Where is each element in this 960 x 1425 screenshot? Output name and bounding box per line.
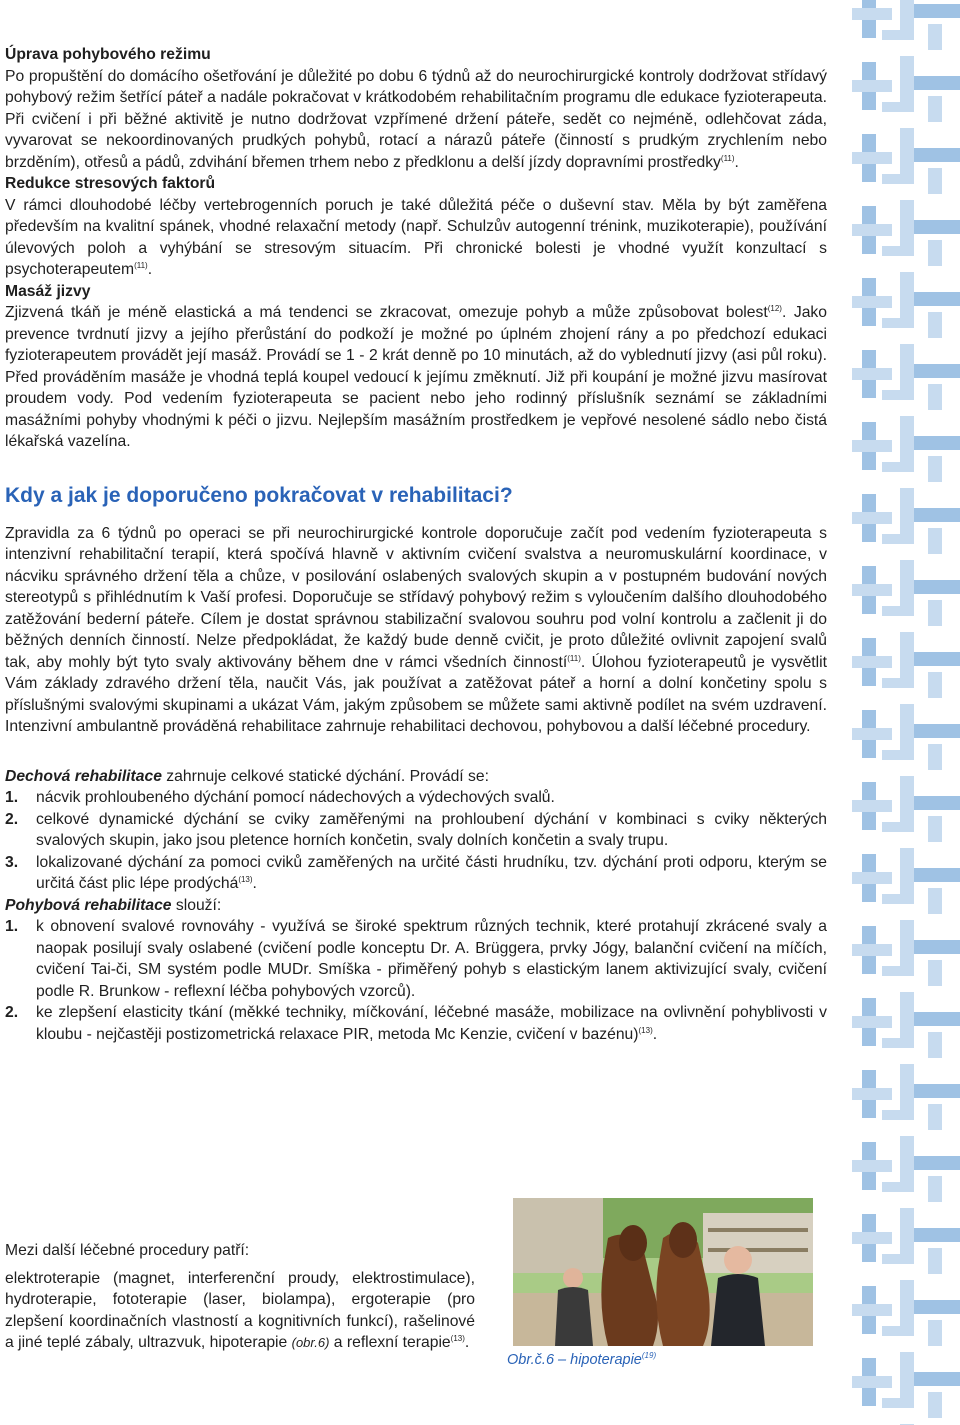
deco-block (882, 174, 906, 184)
citation: (11) (567, 653, 581, 663)
deco-block (928, 456, 942, 482)
deco-block (928, 1320, 942, 1346)
deco-block (914, 1012, 960, 1026)
list-text: ke zlepšení elasticity tkání (měkké techniky, míčkování, léčebné masáže, mobilizace na ovlivnění pohyblivosti v kloubu - nejčastěji postizometrická relaxace PIR, metoda Mc Kenzie, cvičení v bazénu) (36, 1004, 827, 1043)
list-number: 3. (5, 853, 19, 871)
figure-reference: (obr.6) (291, 1335, 330, 1350)
list-item (5, 809, 827, 852)
deco-block (928, 744, 942, 770)
other-body: elektroterapie (magnet, interferenční proudy, elektrostimulace), hydroterapie, fototerapie (laser, biolampa), ergoterapie (pro zlepšení koordinačních vlastností a kognitivních funkcí), rašelinové a jiné teplé zábaly, ultrazvuk, hipoterapie (5, 1269, 475, 1351)
deco-block (914, 436, 960, 450)
citation: (11) (134, 261, 148, 270)
deco-block (852, 872, 892, 884)
figure-caption (507, 1352, 656, 1368)
citation: (13) (450, 1334, 465, 1343)
deco-block (928, 384, 942, 410)
deco-block (852, 368, 892, 380)
list-text: nácvik prohloubeného dýchání pomocí nádechových a výdechových svalů. (36, 789, 555, 806)
deco-block (882, 606, 906, 616)
rehab-body-b: . Úlohou fyzioterapeutů je vysvětlit Vám základy zdravého držení těla, naučit Vás, jak používat a zatěžovat páteř a horní a dolní končetiny spolu s příslušnými svalovými skupinami a ukázat Vám, jakým způsobem se můžete sami aktivně podílet na svém uzdravení. Intenzivní ambulantně prováděná rehabilitace zahrnuje rehabilitaci dechovou, pohybovou a další léčebné procedury. (5, 653, 827, 735)
list-number: 1. (5, 918, 19, 935)
decorative-cross-pattern (852, 0, 960, 1425)
deco-block (852, 1016, 892, 1028)
section-title-stress: Redukce stresových faktorů (5, 175, 216, 192)
deco-block (882, 1038, 906, 1048)
rehab-text (5, 523, 827, 738)
stress-text (5, 195, 827, 281)
deco-block (928, 600, 942, 626)
deco-block (928, 168, 942, 194)
deco-block (882, 462, 906, 472)
deco-block (914, 364, 960, 378)
citation: (13) (238, 875, 253, 884)
deco-block (914, 508, 960, 522)
movement-regime-text (5, 66, 827, 174)
deco-block (882, 318, 906, 328)
citation: (12) (767, 304, 782, 313)
deco-block (882, 822, 906, 832)
deco-block (852, 296, 892, 308)
rehab-body-a: Zpravidla za 6 týdnů po operaci se při neurochirurgické kontrole doporučuje začít pod vedením fyzioterapeuta s intenzivní rehabilitační terapií, která spočívá hlavně v aktivním cvičení svalstva a neuromuskulární koordinace, v nácviku správného držení těla a chůze, v posilování oslabených svalových skupin a v postupném budování nových stereotypů s přihlédnutím k Vaší profesi. Doporučuje se střídavý pohybový režim s vyloučením dalšího dlouhodobého zatěžování bederní páteře. Cílem je dostat správnou stabilizační svalovou souhru pod volní kontrolu a začlenit ji do běžných denních činností. Nelze předpokládat, že každý bude denně cvičit, je proto důležité ovlivnit zapojení svalů tak, aby mohly být tyto svaly aktivovány během dne v rámci všedních činností (5, 524, 827, 671)
list-item (5, 916, 827, 1002)
other-body-b: a reflexní terapie (329, 1334, 451, 1351)
section-title-scar-massage: Masáž jizvy (5, 282, 91, 300)
scar-massage-text (5, 302, 827, 453)
deco-block (852, 8, 892, 20)
list-item (5, 787, 827, 809)
other-procedures (5, 1240, 475, 1354)
deco-block (882, 390, 906, 400)
deco-block (852, 584, 892, 596)
main-heading: Kdy a jak je doporučeno pokračovat v rehabilitaci? (5, 483, 513, 507)
movement-regime-body: Po propuštění do domácího ošetřování je důležité po dobu 6 týdnů až do neurochirurgické kontroly dodržovat střídavý pohybový režim šetřící páteř a nadále pokračovat v krátkodobém rehabilitačním programu dle edukace fyzioterapeuta. Při cvičení i při běžné aktivitě je nutno dodržovat vzpřímené držení páteře, sedět co nejméně, odlehčovat záda, vyvarovat se nekoordinovaných prudkých pohybů, rotací a nárazů páteře (činností s prudkým zrychlením nebo brzděním), otřesů a pádů, zdvihání břemen trhem nebo z předklonu a delší jízdy dopravními prostředky (5, 67, 827, 171)
deco-block (882, 102, 906, 112)
list-text: k obnovení svalové rovnováhy - využívá se široké spektrum různých technik, které protahují zkrácené svaly a naopak posilují svaly oslabené (cvičení podle konceptu Dr. A. Brüggera, prvky Jógy, balanční cvičení na míčích, cvičení Tai-či, SM systém podle MUDr. Smíška - přiměřený pohyb s elastickým lanem aktivizující svaly, cvičení podle R. Brunkow - reflexní léčba pohybových vzorců). (36, 918, 827, 1000)
breathing-intro-text: zahrnuje celkové statické dýchání. Provádí se: (161, 767, 489, 785)
deco-block (852, 1232, 892, 1244)
list-item (5, 852, 827, 895)
breathing-list (5, 787, 827, 895)
deco-block (914, 76, 960, 90)
deco-block (914, 796, 960, 810)
deco-block (882, 750, 906, 760)
deco-block (852, 800, 892, 812)
deco-block (852, 80, 892, 92)
deco-block (882, 246, 906, 256)
deco-block (928, 1392, 942, 1418)
deco-block (914, 292, 960, 306)
deco-block (852, 1088, 892, 1100)
citation: (11) (720, 153, 735, 163)
deco-block (928, 960, 942, 986)
list-text: celkové dynamické dýchání se cviky zaměřenými na prohloubení dýchání v kombinaci s cviky některých svalových skupin, jako jsou pletence horních končetin, svaly dolních končetin a svaly trupu. (36, 810, 827, 849)
movement-intro-text: slouží: (171, 896, 222, 914)
deco-block (914, 148, 960, 162)
list-item (5, 1002, 827, 1045)
deco-block (852, 944, 892, 956)
deco-block (928, 96, 942, 122)
caption-text: Obr.č.6 – hipoterapie (507, 1352, 642, 1368)
deco-block (852, 440, 892, 452)
deco-block (928, 1104, 942, 1130)
punct: . (147, 261, 153, 278)
movement-label: Pohybová rehabilitace (5, 896, 172, 914)
deco-block (928, 816, 942, 842)
deco-block (928, 24, 942, 50)
deco-block (852, 152, 892, 164)
list-number: 2. (5, 810, 19, 828)
deco-block (914, 868, 960, 882)
deco-block (928, 888, 942, 914)
punct: . (464, 1334, 470, 1351)
deco-block (914, 1156, 960, 1170)
other-intro: Mezi další léčebné procedury patří: (5, 1242, 250, 1259)
punct: . (652, 1025, 658, 1043)
punct: . (734, 153, 739, 171)
deco-block (928, 528, 942, 554)
deco-block (882, 894, 906, 904)
deco-block (914, 220, 960, 234)
breathing-intro (5, 766, 827, 788)
deco-block (914, 580, 960, 594)
deco-block (882, 1182, 906, 1192)
deco-block (914, 1300, 960, 1314)
breathing-label: Dechová rehabilitace (5, 767, 162, 785)
deco-block (882, 678, 906, 688)
stress-body: V rámci dlouhodobé léčby vertebrogenních poruch je také důležitá péče o duševní stav. Měla by být zaměřena především na kvalitní spánek, vhodné relaxační metody (např. Schulzův autogenní trénink, muzikoterapie), používání úlevových poloh a vyhýbání se stresovým situacím. Při chronické bolesti je vhodné využít konzultací s psychoterapeutem (5, 196, 827, 278)
deco-block (882, 1398, 906, 1408)
movement-intro (5, 895, 827, 917)
deco-block (928, 1032, 942, 1058)
deco-block (914, 1228, 960, 1242)
deco-block (914, 4, 960, 18)
list-text: lokalizované dýchání za pomoci cviků zaměřených na určité části hrudníku, tzv. dýchání proti odporu, kterým se určitá část plic lépe prodýchá (36, 853, 827, 892)
deco-block (914, 652, 960, 666)
deco-block (928, 1176, 942, 1202)
deco-block (928, 672, 942, 698)
deco-block (928, 312, 942, 338)
deco-block (852, 1160, 892, 1172)
section-title-movement-regime: Úprava pohybového režimu (5, 46, 211, 63)
deco-block (852, 656, 892, 668)
deco-block (928, 240, 942, 266)
hippotherapy-photo (513, 1198, 813, 1346)
deco-block (914, 1372, 960, 1386)
scar-body-a: Zjizvená tkáň je méně elastická a má tendenci se zkracovat, omezuje pohyb a může způsobovat bolest (5, 304, 768, 321)
punct: . (252, 875, 257, 892)
main-content (5, 44, 827, 1045)
deco-block (882, 966, 906, 976)
deco-block (882, 534, 906, 544)
list-number: 1. (5, 789, 19, 806)
deco-block (852, 728, 892, 740)
deco-block (882, 1326, 906, 1336)
citation: (13) (638, 1025, 653, 1035)
deco-block (852, 512, 892, 524)
other-text (5, 1268, 475, 1354)
deco-block (882, 1254, 906, 1264)
deco-block (914, 1084, 960, 1098)
deco-block (852, 224, 892, 236)
deco-block (914, 940, 960, 954)
photo-illustration (513, 1198, 813, 1346)
citation: (19) (641, 1351, 657, 1360)
list-number: 2. (5, 1004, 19, 1021)
deco-block (928, 1248, 942, 1274)
deco-block (852, 1304, 892, 1316)
movement-list (5, 916, 827, 1045)
deco-block (882, 1110, 906, 1120)
deco-block (914, 724, 960, 738)
scar-body-b: . Jako prevence tvrdnutí jizvy a jejího přerůstání do podkoží je možné po úplném zhojení rány a po předchozí edukaci fyzioterapeutem provádět její masáž. Provádí se 1 - 2 krát denně po 10 minutách, až do vyblednutí jizvy (asi půl roku). Před prováděním masáže je vhodná teplá koupel vedoucí k jejímu změknutí. Již při koupání je možné jizvu masírovat proudem vody. Pod vedením fyzioterapeuta se pacient nebo jeho rodinný příslušník seznámí se základními masážními pohyby vhodnými k péči o jizvu. Nejlepším masážním prostředkem je vepřové nesolené sádlo nebo čistá lékařská vazelína. (5, 304, 827, 450)
deco-block (882, 30, 906, 40)
deco-block (852, 1376, 892, 1388)
